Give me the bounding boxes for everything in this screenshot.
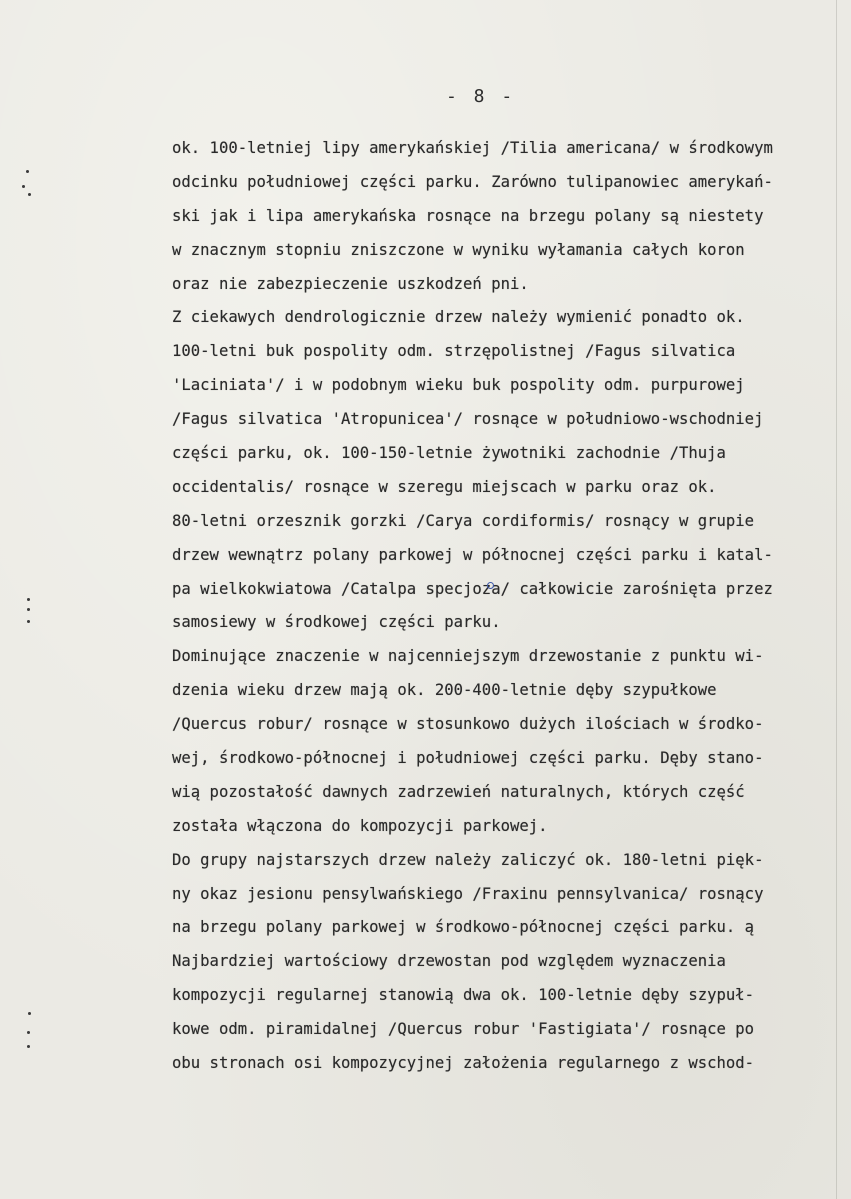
binding-hole-mark [22,185,25,188]
text-line: ny okaz jesionu pensylwańskiego /Fraxinu pennsylvanica/ rosnący [172,884,764,903]
binding-hole-mark [27,1045,30,1048]
text-line: ok. 100-letniej lipy amerykańskiej /Tilia americana/ w środkowym [172,139,773,157]
binding-hole-mark [27,608,30,611]
text-line: 'Laciniata'/ i w podobnym wieku buk pospolity odm. purpurowej [172,376,745,395]
text-line: części parku, ok. 100-150-letnie żywotniki zachodnie /Thuja [172,444,726,463]
text-line: Dominujące znaczenie w najcenniejszym drzewostanie z punktu wi- [172,647,764,666]
text-line: na brzegu polany parkowej w środkowo-północnej części parku. ą [172,918,755,937]
text-line: Do grupy najstarszych drzew należy zaliczyć ok. 180-letni pięk- [172,850,764,869]
text-line: 80-letni orzesznik gorzki /Carya cordiformis/ rosnący w grupie [172,511,755,530]
handwritten-correction-mark [487,582,494,589]
text-line: oraz nie zabezpieczenie uszkodzeń pni. [172,274,529,293]
text-line: kowe odm. piramidalnej /Quercus robur 'Fastigiata'/ rosnące po [172,1020,755,1039]
text-line: Najbardziej wartościowy drzewostan pod względem wyznaczenia [172,952,726,971]
text-line: odcinku południowej części parku. Zarówno tulipanowiec amerykań- [172,172,773,191]
text-line: wią pozostałość dawnych zadrzewień naturalnych, których część [172,782,745,801]
binding-hole-mark [27,1031,30,1034]
text-line: została włączona do kompozycji parkowej. [172,816,548,835]
binding-hole-mark [28,1012,31,1015]
page-number: - 8 - [446,86,516,107]
text-line: wej, środkowo-północnej i południowej części parku. Dęby stano- [172,749,764,768]
text-line: drzew wewnątrz polany parkowej w północnej części parku i katal- [172,545,773,564]
text-line: 100-letni buk pospolity odm. strzępolistnej /Fagus silvatica [172,342,736,361]
text-line: samosiewy w środkowej części parku. [172,613,501,632]
text-line: ski jak i lipa amerykańska rosnące na brzegu polany są niestety [172,206,764,225]
text-line: /Quercus robur/ rosnące w stosunkowo dużych ilościach w środko- [172,715,764,734]
text-line: occidentalis/ rosnące w szeregu miejscach w parku oraz ok. [172,477,717,496]
binding-hole-mark [27,598,30,601]
binding-hole-mark [28,193,31,196]
text-line: Z ciekawych dendrologicznie drzew należy wymienić ponadto ok. [172,308,745,327]
text-line: /Fagus silvatica 'Atropunicea'/ rosnące w południowo-wschodniej [172,410,764,429]
text-line: dzenia wieku drzew mają ok. 200-400-letnie dęby szypułkowe [172,681,717,700]
binding-hole-mark [27,620,30,623]
text-line: kompozycji regularnej stanowią dwa ok. 100-letnie dęby szypuł- [172,986,755,1005]
binding-hole-mark [26,170,29,173]
text-line: obu stronach osi kompozycyjnej założenia regularnego z wschod- [172,1054,755,1073]
body-text [172,132,844,1081]
text-line: w znacznym stopniu zniszczone w wyniku wyłamania całych koron [172,240,745,259]
text-line: pa wielkokwiatowa /Catalpa specjoza/ całkowicie zarośnięta przez [172,579,773,598]
